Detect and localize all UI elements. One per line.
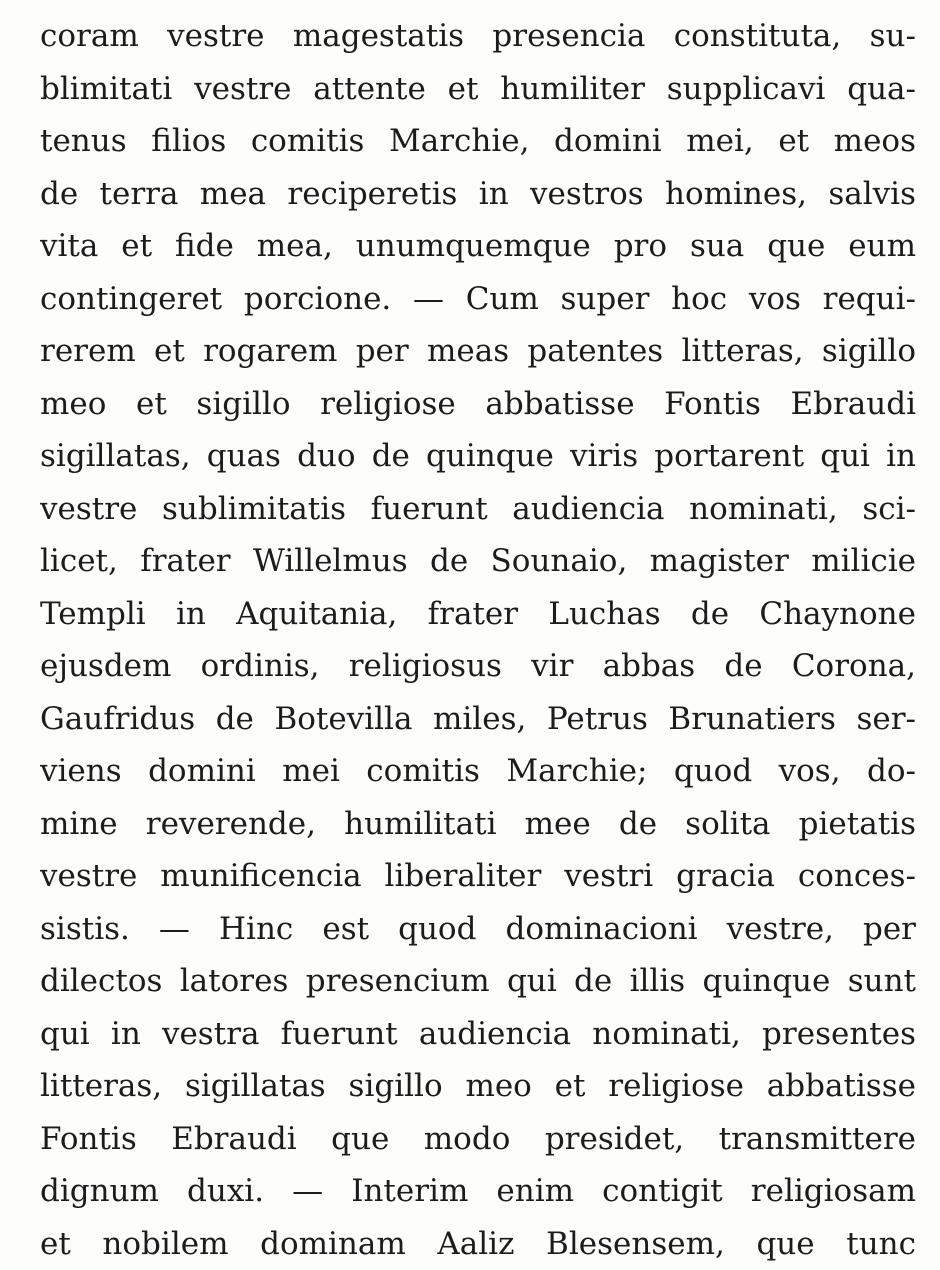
text-line: litteras, sigillatas sigillo meo et religiose abbatisse bbox=[40, 1068, 916, 1104]
body-text bbox=[40, 10, 916, 1270]
text-line: vestre sublimitatis fuerunt audiencia nominati, sci- bbox=[40, 490, 916, 527]
text-line: Fontis Ebraudi que modo presidet, transmittere bbox=[40, 1120, 916, 1157]
text-line: sigillatas, quas duo de quinque viris portarent qui in bbox=[40, 438, 916, 474]
text-line: licet, frater Willelmus de Sounaio, magister milicie bbox=[40, 543, 916, 579]
text-line: tenus filios comitis Marchie, domini mei, et meos bbox=[40, 123, 916, 159]
text-line: sistis. — Hinc est quod dominacioni vestre, per bbox=[40, 910, 916, 947]
text-line: ejusdem ordinis, religiosus vir abbas de Corona, bbox=[40, 648, 916, 684]
text-line: Gaufridus de Botevilla miles, Petrus Brunatiers ser- bbox=[40, 700, 916, 737]
text-line: meo et sigillo religiose abbatisse Fontis Ebraudi bbox=[40, 385, 916, 422]
text-line: Templi in Aquitania, frater Luchas de Chaynone bbox=[40, 595, 916, 632]
text-line: qui in vestra fuerunt audiencia nominati, presentes bbox=[40, 1015, 916, 1052]
text-line: rerem et rogarem per meas patentes litteras, sigillo bbox=[40, 333, 916, 369]
text-line: vita et fide mea, unumquemque pro sua que eum bbox=[40, 228, 916, 264]
text-line: coram vestre magestatis presencia constituta, su- bbox=[40, 18, 916, 54]
text-line: de terra mea reciperetis in vestros homines, salvis bbox=[40, 175, 916, 212]
text-line: blimitati vestre attente et humiliter supplicavi qua- bbox=[40, 70, 916, 107]
text-line: viens domini mei comitis Marchie; quod vos, do- bbox=[40, 753, 916, 789]
text-line: dignum duxi. — Interim enim contigit religiosam bbox=[40, 1173, 916, 1209]
text-line: contingeret porcione. — Cum super hoc vos requi- bbox=[40, 280, 916, 317]
text-line: et nobilem dominam Aaliz Blesensem, que tunc bbox=[40, 1225, 916, 1262]
text-line: dilectos latores presencium qui de illis quinque sunt bbox=[40, 963, 916, 999]
text-line: vestre munificencia liberaliter vestri gracia conces- bbox=[40, 858, 916, 894]
text-line: mine reverende, humilitati mee de solita pietatis bbox=[40, 805, 916, 842]
